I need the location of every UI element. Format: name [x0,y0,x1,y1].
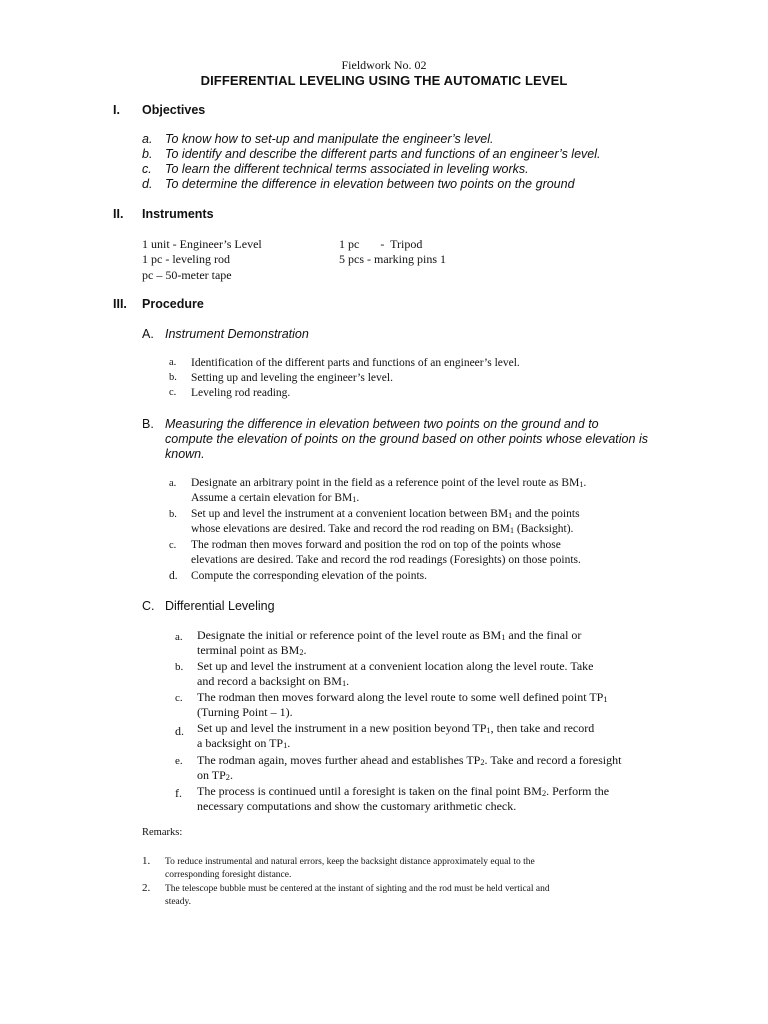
item-letter: b. [175,661,184,673]
procedure-c-item-line: The rodman again, moves further ahead and establishes $TP_2$. Take and record a foresight [197,753,622,767]
procedure-b-title-line3: known. [165,447,205,461]
procedure-c-item-line: Designate the initial or reference point of the level route as $BM_1$ and the final or [197,628,582,642]
document-title: DIFFERENTIAL LEVELING USING THE AUTOMATIC LEVEL [200,73,568,88]
procedure-a-title: Instrument Demonstration [165,327,309,341]
procedure-number: III. [113,297,127,311]
instrument-item: 1 unit - Engineer’s Level [142,237,262,251]
procedure-b-item-line: elevations are desired. Take and record the rod readings (Foresights) on those points. [191,554,581,566]
procedure-c-item-line: and record a backsight on $BM_1$. [197,674,350,688]
remark-line: corresponding foresight distance. [165,870,292,880]
procedure-c-item-line: a backsight on $TP_1$. [197,736,291,750]
procedure-b-letter: B. [142,417,154,431]
item-letter: a. [169,357,177,368]
item-letter: b. [169,509,177,520]
remark-number: 2. [142,882,151,894]
procedure-b-item-line: The rodman then moves forward and position the rod on top of the points whose [191,539,561,551]
remark-line: To reduce instrumental and natural errors, keep the backsight distance approximately equal to the [165,857,535,867]
procedure-b-item-line: Set up and level the instrument at a convenient location between $BM_1$ and the points [191,508,580,520]
procedure-b-item-line: whose elevations are desired. Take and record the rod reading on $BM_1$ (Backsight). [191,523,574,535]
item-letter: c. [175,692,183,704]
objective-letter: a. [142,132,153,146]
item-letter: a. [169,478,177,489]
instrument-item: 5 pcs - marking pins 1 [339,252,446,266]
instruments-number: II. [113,207,124,221]
objective-letter: d. [142,177,153,191]
item-letter: b. [169,372,177,383]
objective-letter: b. [142,147,153,161]
item-letter: c. [169,540,177,551]
remarks-heading: Remarks: [142,827,183,838]
item-letter: c. [169,387,177,398]
procedure-b-title-line2: compute the elevation of points on the ground based on other points whose elevation is [165,432,648,446]
procedure-c-letter: C. [142,599,155,613]
procedure-b-item-line: Designate an arbitrary point in the field as a reference point of the level route as $BM_1$. [191,477,587,489]
procedure-c-item-line: The process is continued until a foresight is taken on the final point $BM_2$. Perform the [197,784,610,798]
objectives-number: I. [113,103,120,117]
procedure-b-item-line: Assume a certain elevation for $BM_1$. [191,492,360,504]
procedure-c-item-line: Set up and level the instrument in a new position beyond $TP_1$, then take and record [197,721,595,735]
fieldwork-number: Fieldwork No. 02 [341,58,427,72]
objective-item: To know how to set-up and manipulate the engineer’s level. [165,132,494,146]
item-letter: d. [175,724,184,738]
remark-line: steady. [165,897,192,907]
procedure-a-item: Identification of the different parts and functions of an engineer’s level. [191,357,520,369]
remark-line: The telescope bubble must be centered at the instant of sighting and the rod must be held vertical and [165,884,550,894]
procedure-b-item-line: Compute the corresponding elevation of the points. [191,570,428,582]
procedure-a-letter: A. [142,327,154,341]
item-letter: e. [175,755,183,767]
objectives-heading: Objectives [142,103,206,117]
procedure-heading: Procedure [142,297,204,311]
procedure-b-title-line1: Measuring the difference in elevation between two points on the ground and to [165,417,599,431]
procedure-a-item: Setting up and leveling the engineer’s level. [191,372,393,384]
instruments-heading: Instruments [142,207,214,221]
objective-item: To identify and describe the different parts and functions of an engineer’s level. [165,147,601,161]
remark-number: 1. [142,855,151,867]
instrument-item: 1 pc - leveling rod [142,252,230,266]
procedure-c-item-line: Set up and level the instrument at a convenient location along the level route. Take [197,659,594,673]
instrument-item: pc – 50-meter tape [142,268,232,282]
instrument-item: 1 pc - Tripod [339,237,423,251]
procedure-c-title: Differential Leveling [165,599,275,613]
procedure-c-item-line: on $TP_2$. [197,768,233,782]
procedure-c-item-line: The rodman then moves forward along the level route to some well defined point $TP_1$ [197,690,608,704]
item-letter: f. [175,786,182,800]
objective-item: To determine the difference in elevation between two points on the ground [165,177,575,191]
procedure-c-item-line: terminal point as $BM_2$. [197,643,307,657]
procedure-a-item: Leveling rod reading. [191,387,291,399]
item-letter: d. [169,570,178,582]
item-letter: a. [175,631,183,643]
objective-item: To learn the different technical terms associated in leveling works. [165,162,529,176]
procedure-c-item-line: necessary computations and show the customary arithmetic check. [197,799,517,813]
objective-letter: c. [142,162,152,176]
procedure-c-item-line: (Turning Point – 1). [197,705,293,719]
